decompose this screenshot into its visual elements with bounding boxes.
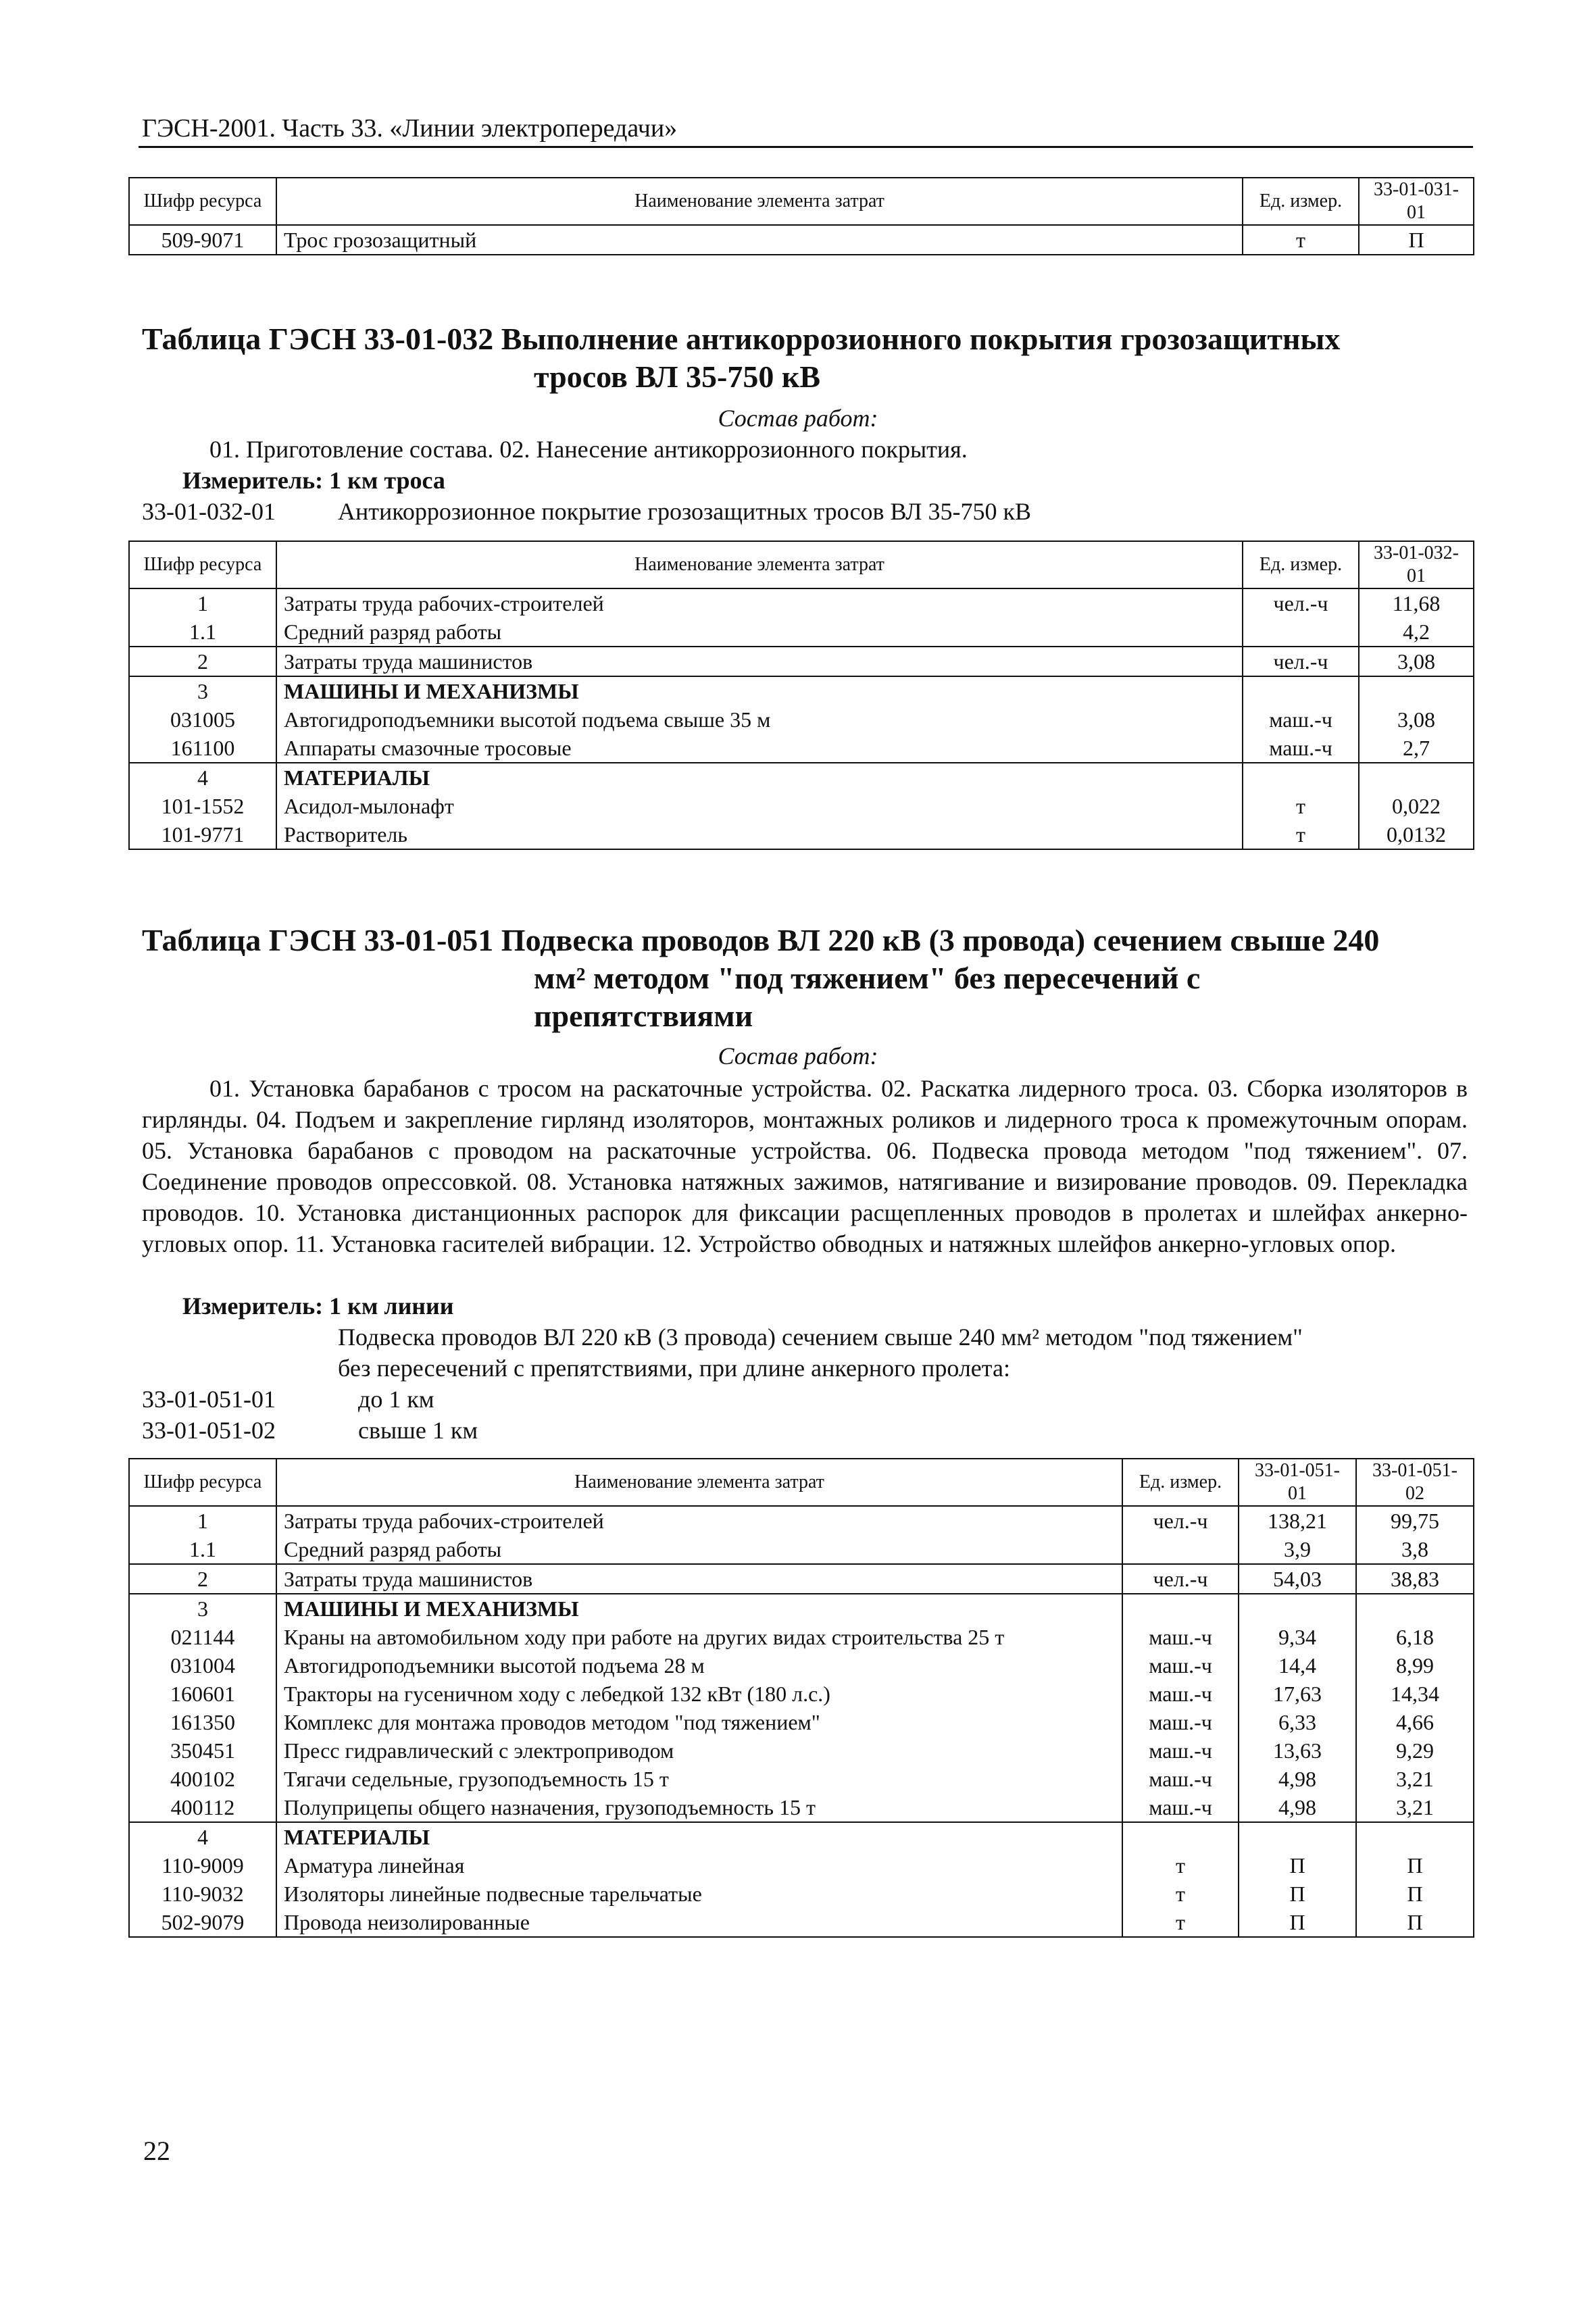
- resource-code: 400112: [129, 1793, 276, 1822]
- resource-value-02: 3,21: [1356, 1793, 1474, 1822]
- work-composition-text: 01. Приготовление состава. 02. Нанесение антикоррозионного покрытия.: [209, 436, 968, 463]
- resource-name: Средний разряд работы: [276, 618, 1243, 647]
- measure-unit: Измеритель: 1 км линии: [182, 1292, 454, 1319]
- resource-code: 110-9009: [129, 1851, 276, 1880]
- resource-code: 509-9071: [129, 225, 276, 255]
- resource-value-01: 4,98: [1239, 1765, 1356, 1793]
- table-row: [129, 1822, 1474, 1851]
- resource-name: Краны на автомобильном ходу при работе на других видах строительства 25 т: [276, 1623, 1122, 1651]
- group-heading: МАТЕРИАЛЫ: [276, 1822, 1122, 1851]
- resource-code: 160601: [129, 1680, 276, 1708]
- resource-name: Затраты труда рабочих-строителей: [276, 588, 1243, 618]
- group-heading: МАШИНЫ И МЕХАНИЗМЫ: [276, 1594, 1122, 1623]
- resource-name: Тракторы на гусеничном ходу с лебедкой 132 кВт (180 л.с.): [276, 1680, 1122, 1708]
- col-header-031-01: 33-01-031-01: [1359, 178, 1474, 225]
- table-row: [129, 1908, 1474, 1937]
- resource-name: Затраты труда машинистов: [276, 647, 1243, 676]
- resource-value-01: 4,98: [1239, 1793, 1356, 1822]
- resource-code: 161350: [129, 1708, 276, 1736]
- table-row: [129, 734, 1474, 763]
- col-header-name: Наименование элемента затрат: [276, 541, 1243, 588]
- resource-value-02: [1356, 1822, 1474, 1851]
- resource-value-01: 138,21: [1239, 1506, 1356, 1535]
- table-row: [129, 1708, 1474, 1736]
- resource-value-01: 13,63: [1239, 1736, 1356, 1765]
- resource-value: [1359, 676, 1474, 705]
- resource-unit: т: [1122, 1851, 1239, 1880]
- resource-unit: маш.-ч: [1122, 1680, 1239, 1708]
- resource-value-02: 3,8: [1356, 1535, 1474, 1564]
- col-header-032-01: 33-01-032-01: [1359, 541, 1474, 588]
- table-33-01-031: [128, 177, 1474, 255]
- resource-unit: маш.-ч: [1122, 1651, 1239, 1680]
- table-row: [129, 792, 1474, 820]
- resource-code: 1.1: [129, 618, 276, 647]
- resource-value-01: 17,63: [1239, 1680, 1356, 1708]
- resource-value-02: 3,21: [1356, 1765, 1474, 1793]
- resource-unit: т: [1243, 225, 1359, 255]
- resource-value: П: [1359, 225, 1474, 255]
- resource-unit: т: [1122, 1880, 1239, 1908]
- work-composition-text: 01. Установка барабанов с тросом на раскаточные устройства. 02. Раскатка лидерного троса. 03. Сборка изоляторов в гирлянды. 04. Подъем и закрепление гирлянд изоляторов, монтажных роликов и лидерного троса к промежуточным опорам. 05. Установка барабанов с проводом на раскаточные устройства. 06. Подвеска провода методом "под тяжением". 07. Соединение проводов опрессовкой. 08. Установка натяжных зажимов, натягивание и визирование проводов. 09. Перекладка проводов. 10. Установка дистанционных распорок для фиксации расщепленных проводов в пролетах и шлейфах анкерно-угловых опор. 11. Установка гасителей вибрации. 12. Устройство обводных и натяжных шлейфов анкерно-угловых опор.: [142, 1075, 1468, 1257]
- resource-name: Арматура линейная: [276, 1851, 1122, 1880]
- table-33-01-032: [128, 540, 1474, 850]
- resource-code: 2: [129, 1564, 276, 1594]
- table-title-33-01-051: [142, 922, 1466, 1035]
- resource-unit: [1243, 676, 1359, 705]
- resource-value-02: 8,99: [1356, 1651, 1474, 1680]
- work-composition-label: Состав работ:: [718, 1042, 878, 1070]
- measure-unit: Измеритель: 1 км троса: [182, 467, 445, 494]
- table-row: [129, 705, 1474, 734]
- col-header-code: Шифр ресурса: [129, 541, 276, 588]
- table-row: [129, 1651, 1474, 1680]
- resource-unit: [1122, 1535, 1239, 1564]
- resource-unit: чел.-ч: [1122, 1506, 1239, 1535]
- resource-unit: маш.-ч: [1122, 1623, 1239, 1651]
- table-row: [129, 1793, 1474, 1822]
- resource-code: 110-9032: [129, 1880, 276, 1908]
- resource-value-01: [1239, 1822, 1356, 1851]
- resource-value-01: [1239, 1594, 1356, 1623]
- table-row: [129, 225, 1474, 255]
- resource-value-01: 14,4: [1239, 1651, 1356, 1680]
- group-heading: МАШИНЫ И МЕХАНИЗМЫ: [276, 676, 1243, 705]
- resource-value: 4,2: [1359, 618, 1474, 647]
- resource-code: 1: [129, 588, 276, 618]
- resource-name: Комплекс для монтажа проводов методом "под тяжением": [276, 1708, 1122, 1736]
- resource-unit: маш.-ч: [1243, 734, 1359, 763]
- title-line-1: Таблица ГЭСН 33-01-032 Выполнение антикоррозионного покрытия грозозащитных: [142, 322, 1341, 356]
- table-row: [129, 647, 1474, 676]
- resource-name: Тягачи седельные, грузоподъемность 15 т: [276, 1765, 1122, 1793]
- resource-unit: чел.-ч: [1122, 1564, 1239, 1594]
- resource-code: 2: [129, 647, 276, 676]
- resource-name: Провода неизолированные: [276, 1908, 1122, 1937]
- page-number: 22: [143, 2136, 170, 2166]
- table-row: [129, 763, 1474, 792]
- resource-unit: маш.-ч: [1243, 705, 1359, 734]
- resource-name: Изоляторы линейные подвесные тарельчатые: [276, 1880, 1122, 1908]
- resource-code: 400102: [129, 1765, 276, 1793]
- col-header-051-01: 33-01-051-01: [1239, 1459, 1356, 1506]
- resource-value-02: 14,34: [1356, 1680, 1474, 1708]
- resource-value: 3,08: [1359, 705, 1474, 734]
- resource-value-02: П: [1356, 1880, 1474, 1908]
- item-code: 33-01-051-01: [142, 1386, 276, 1413]
- table-row: [129, 588, 1474, 618]
- resource-value-02: 6,18: [1356, 1623, 1474, 1651]
- table-row: [129, 1765, 1474, 1793]
- table-title-33-01-032: [142, 320, 1466, 396]
- resource-code: 1.1: [129, 1535, 276, 1564]
- resource-name: Растворитель: [276, 820, 1243, 849]
- resource-value-01: П: [1239, 1851, 1356, 1880]
- resource-value: 0,022: [1359, 792, 1474, 820]
- table-row: [129, 820, 1474, 849]
- resource-code: 3: [129, 1594, 276, 1623]
- resource-unit: маш.-ч: [1122, 1793, 1239, 1822]
- col-header-name: Наименование элемента затрат: [276, 1459, 1122, 1506]
- col-header-unit: Ед. измер.: [1243, 178, 1359, 225]
- resource-unit: т: [1122, 1908, 1239, 1937]
- resource-value-01: 6,33: [1239, 1708, 1356, 1736]
- item-code: 33-01-051-02: [142, 1417, 276, 1444]
- resource-name: Аппараты смазочные тросовые: [276, 734, 1243, 763]
- resource-unit: [1243, 763, 1359, 792]
- table-row: [129, 1535, 1474, 1564]
- resource-value-01: 54,03: [1239, 1564, 1356, 1594]
- col-header-code: Шифр ресурса: [129, 1459, 276, 1506]
- resource-code: 350451: [129, 1736, 276, 1765]
- resource-code: 4: [129, 1822, 276, 1851]
- running-header: ГЭСН-2001. Часть 33. «Линии электропередачи»: [142, 114, 678, 143]
- resource-code: 101-9771: [129, 820, 276, 849]
- item-description-line-2: без пересечений с препятствиями, при длине анкерного пролета:: [338, 1355, 1010, 1382]
- resource-name: Трос грозозащитный: [276, 225, 1243, 255]
- resource-code: 101-1552: [129, 792, 276, 820]
- table-row: [129, 1880, 1474, 1908]
- resource-name: Полуприцепы общего назначения, грузоподъемность 15 т: [276, 1793, 1122, 1822]
- title-line-3: препятствиями: [534, 999, 753, 1033]
- resource-name: Автогидроподъемники высотой подъема свыше 35 м: [276, 705, 1243, 734]
- item-name: свыше 1 км: [358, 1417, 478, 1444]
- item-description-line-1: Подвеска проводов ВЛ 220 кВ (3 провода) сечением свыше 240 мм² методом "под тяжением": [338, 1324, 1303, 1351]
- resource-name: Асидол-мылонафт: [276, 792, 1243, 820]
- work-composition-label: Состав работ:: [718, 405, 878, 432]
- table-row: [129, 1851, 1474, 1880]
- table-row: [129, 1506, 1474, 1535]
- col-header-unit: Ед. измер.: [1243, 541, 1359, 588]
- title-line-2: тросов ВЛ 35-750 кВ: [534, 359, 821, 394]
- resource-name: Пресс гидравлический с электроприводом: [276, 1736, 1122, 1765]
- resource-unit: т: [1243, 792, 1359, 820]
- resource-name: Средний разряд работы: [276, 1535, 1122, 1564]
- col-header-051-02: 33-01-051-02: [1356, 1459, 1474, 1506]
- header-rule: [139, 146, 1473, 148]
- col-header-unit: Ед. измер.: [1122, 1459, 1239, 1506]
- title-line-1: Таблица ГЭСН 33-01-051 Подвеска проводов ВЛ 220 кВ (3 провода) сечением свыше 240: [142, 923, 1380, 957]
- resource-code: 3: [129, 676, 276, 705]
- item-code: 33-01-032-01: [142, 498, 276, 525]
- table-row: [129, 618, 1474, 647]
- table-33-01-051: [128, 1458, 1474, 1938]
- table-row: [129, 1736, 1474, 1765]
- resource-value-01: П: [1239, 1908, 1356, 1937]
- resource-value-01: 3,9: [1239, 1535, 1356, 1564]
- resource-value-02: 99,75: [1356, 1506, 1474, 1535]
- resource-unit: маш.-ч: [1122, 1736, 1239, 1765]
- resource-value-02: 9,29: [1356, 1736, 1474, 1765]
- resource-value-01: 9,34: [1239, 1623, 1356, 1651]
- resource-unit: маш.-ч: [1122, 1708, 1239, 1736]
- resource-unit: [1243, 618, 1359, 647]
- item-name: Антикоррозионное покрытие грозозащитных тросов ВЛ 35-750 кВ: [338, 498, 1032, 525]
- resource-unit: чел.-ч: [1243, 647, 1359, 676]
- resource-name: Автогидроподъемники высотой подъема 28 м: [276, 1651, 1122, 1680]
- resource-code: 502-9079: [129, 1908, 276, 1937]
- table-row: [129, 676, 1474, 705]
- resource-unit: [1122, 1822, 1239, 1851]
- resource-code: 031005: [129, 705, 276, 734]
- resource-code: 4: [129, 763, 276, 792]
- resource-code: 1: [129, 1506, 276, 1535]
- resource-unit: [1122, 1594, 1239, 1623]
- resource-value-02: П: [1356, 1908, 1474, 1937]
- resource-value: 3,08: [1359, 647, 1474, 676]
- table-row: [129, 1564, 1474, 1594]
- resource-code: 031004: [129, 1651, 276, 1680]
- resource-value-02: 4,66: [1356, 1708, 1474, 1736]
- resource-unit: чел.-ч: [1243, 588, 1359, 618]
- table-row: [129, 1623, 1474, 1651]
- resource-value: 11,68: [1359, 588, 1474, 618]
- resource-value-01: П: [1239, 1880, 1356, 1908]
- item-name: до 1 км: [358, 1386, 434, 1413]
- title-line-2: мм² методом "под тяжением" без пересечений с: [534, 961, 1201, 995]
- table-row: [129, 1680, 1474, 1708]
- resource-name: Затраты труда рабочих-строителей: [276, 1506, 1122, 1535]
- table-row: [129, 1594, 1474, 1623]
- resource-code: 021144: [129, 1623, 276, 1651]
- col-header-name: Наименование элемента затрат: [276, 178, 1243, 225]
- resource-value-02: П: [1356, 1851, 1474, 1880]
- col-header-code: Шифр ресурса: [129, 178, 276, 225]
- resource-code: 161100: [129, 734, 276, 763]
- resource-value-02: 38,83: [1356, 1564, 1474, 1594]
- group-heading: МАТЕРИАЛЫ: [276, 763, 1243, 792]
- resource-value: 2,7: [1359, 734, 1474, 763]
- resource-value: [1359, 763, 1474, 792]
- resource-unit: маш.-ч: [1122, 1765, 1239, 1793]
- resource-unit: т: [1243, 820, 1359, 849]
- resource-value-02: [1356, 1594, 1474, 1623]
- resource-name: Затраты труда машинистов: [276, 1564, 1122, 1594]
- resource-value: 0,0132: [1359, 820, 1474, 849]
